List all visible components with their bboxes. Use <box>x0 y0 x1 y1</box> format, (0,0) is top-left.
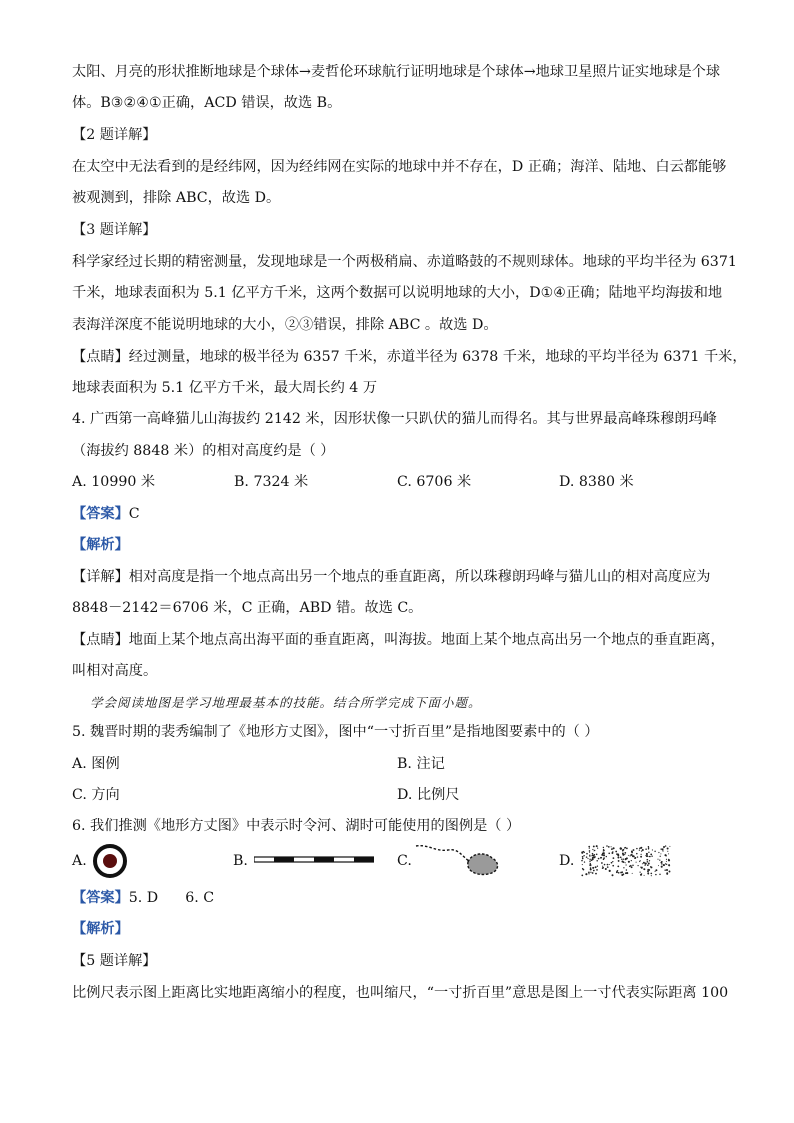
option-c: C. 6706 米 <box>397 474 472 490</box>
intro-note: 学会阅读地图是学习地理最基本的技能。结合所学完成下面小题。 <box>90 695 482 710</box>
capital-city-icon <box>92 843 128 879</box>
question-6-stem: 6. 我们推测《地形方丈图》中表示时令河、湖时可能使用的图例是（ ） <box>72 818 521 834</box>
text-line: 在太空中无法看到的是经纬网，因为经纬网在实际的地球中并不存在，D 正确；海洋、陆地、白云都能够 <box>72 159 727 175</box>
answer-tag: 【答案】 <box>72 506 129 522</box>
text-line: 比例尺表示图上距离比实地距离缩小的程度，也叫缩尺，“一寸折百里”意思是图上一寸代表实际距离 100 <box>72 985 729 1001</box>
section-heading: 【3 题详解】 <box>72 222 157 238</box>
text-line: 叫相对高度。 <box>72 663 158 679</box>
seasonal-river-lake-icon <box>414 840 504 878</box>
analysis-tag: 【解析】 <box>72 921 129 937</box>
text-line: 【点睛】地面上某个地点高出海平面的垂直距离，叫海拔。地面上某个地点高出另一个地点的垂直距离， <box>72 632 725 648</box>
answer-tag: 【答案】 <box>72 890 129 906</box>
answer-value: 5. D 6. C <box>128 890 215 906</box>
option-b: B. 7324 米 <box>234 474 309 490</box>
answer-line <box>72 888 214 908</box>
answer-value: C <box>128 506 140 522</box>
text-line: 体。B③②④①正确，ACD 错误，故选 B。 <box>72 95 342 111</box>
question-4-stem: 4. 广西第一高峰猫儿山海拔约 2142 米，因形状像一只趴伏的猫儿而得名。其与世界最高峰珠穆朗玛峰 <box>72 411 717 427</box>
option-a: A. 图例 <box>72 756 120 772</box>
text-line: 8848－2142＝6706 米，C 正确，ABD 错。故选 C。 <box>72 600 423 616</box>
text-line: 太阳、月亮的形状推断地球是个球体→麦哲伦环球航行证明地球是个球体→地球卫星照片证实地球是个球 <box>72 64 721 80</box>
option-a: A. <box>72 853 87 869</box>
text-line: 千米，地球表面积为 5.1 亿平方千米，这两个数据可以说明地球的大小，D①④正确；陆地平均海拔和地 <box>72 285 723 301</box>
railway-icon <box>254 855 374 865</box>
text-line: 科学家经过长期的精密测量，发现地球是一个两极稍扁、赤道略鼓的不规则球体。地球的平均半径为 6371 <box>72 254 737 270</box>
analysis-tag: 【解析】 <box>72 537 129 553</box>
option-c: C. 方向 <box>72 787 120 803</box>
text-line: 被观测到，排除 ABC，故选 D。 <box>72 190 281 206</box>
option-c: C. <box>397 853 412 869</box>
answer-line <box>72 504 140 524</box>
option-b: B. <box>233 853 248 869</box>
option-b: B. 注记 <box>397 756 445 772</box>
text-line: 【点睛】经过测量，地球的极半径为 6357 千米，赤道半径为 6378 千米，地球的平均半径为 6371 千米， <box>72 349 747 365</box>
section-heading: 【2 题详解】 <box>72 127 157 143</box>
question-4-stem: （海拔约 8848 米）的相对高度约是（ ） <box>72 443 335 459</box>
option-d: D. 8380 米 <box>559 474 634 490</box>
option-d: D. 比例尺 <box>397 787 460 803</box>
text-line: 【详解】相对高度是指一个地点高出另一个地点的垂直距离，所以珠穆朗玛峰与猫儿山的相对高度应为 <box>72 569 711 585</box>
question-5-stem: 5. 魏晋时期的裴秀编制了《地形方丈图》，图中“一寸折百里”是指地图要素中的（ ） <box>72 724 599 740</box>
option-a: A. 10990 米 <box>72 474 156 490</box>
section-heading: 【5 题详解】 <box>72 953 157 969</box>
option-d: D. <box>559 853 575 869</box>
sand-desert-icon <box>580 844 672 878</box>
text-line: 地球表面积为 5.1 亿平方千米，最大周长约 4 万 <box>72 380 378 396</box>
text-line: 表海洋深度不能说明地球的大小，②③错误，排除 ABC 。故选 D。 <box>72 317 498 333</box>
